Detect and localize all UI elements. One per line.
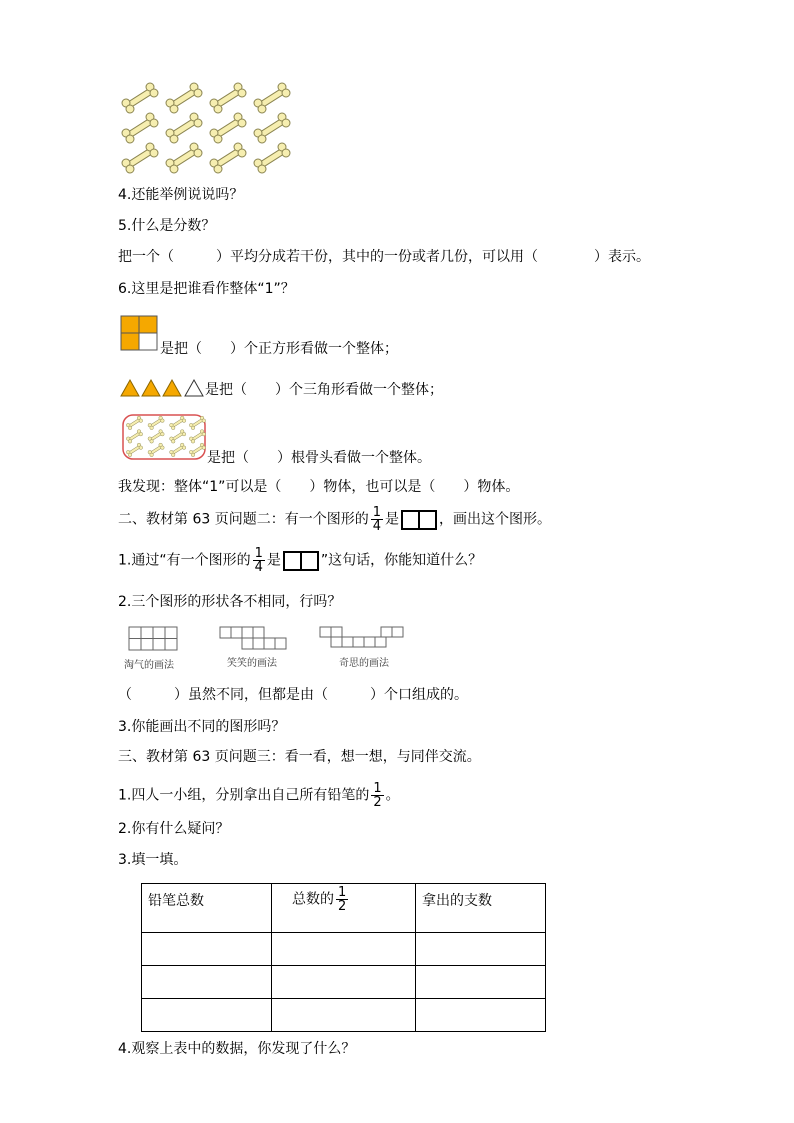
table-cell[interactable] — [142, 933, 272, 966]
pencil-table — [141, 883, 546, 1032]
bones-statement: 是把（ ）根骨头看做一个整体。 — [207, 450, 431, 466]
section-2-question-1: 1.通过“有一个图形的 $\frac{1}{4}$ 是 ”这句话，你能知道什么？ — [118, 546, 483, 575]
question-4: 4.还能举例说说吗？ — [118, 187, 244, 203]
section-2-question-2: 2.三个图形的形状各不相同，行吗？ — [118, 594, 342, 610]
framed-bones-figure — [121, 413, 207, 461]
bones-illustration — [118, 82, 298, 176]
fraction-one-quarter: $\frac{1}{4}$ — [254, 546, 263, 575]
bone-icon — [126, 416, 205, 430]
taoqi-caption: 淘气的画法 — [124, 660, 174, 671]
discovery-statement: 我发现：整体“1”可以是（ ）物体，也可以是（ ）物体。 — [118, 479, 520, 495]
question-5: 5.什么是分数？ — [118, 218, 216, 234]
section-2-question-3: 3.你能画出不同的图形吗？ — [118, 719, 286, 735]
bone-icon — [122, 83, 290, 113]
taoqi-drawing — [128, 626, 180, 652]
table-cell[interactable] — [142, 966, 272, 999]
table-row — [142, 966, 546, 999]
table-row — [142, 999, 546, 1032]
bone-icon — [122, 113, 290, 143]
squares-figure — [120, 315, 160, 353]
bone-icon — [126, 430, 205, 444]
header-half-of-total: 总数的 $\frac{1}{2}$ — [272, 884, 416, 933]
section-3-question-3: 3.填一填。 — [118, 852, 188, 868]
xiaoxiao-caption: 笑笑的画法 — [227, 658, 277, 669]
fraction-definition: 把一个（ ）平均分成若干份，其中的一份或者几份，可以用（ ）表示。 — [118, 249, 650, 265]
table-cell[interactable] — [272, 933, 416, 966]
qisi-caption: 奇思的画法 — [339, 658, 389, 669]
xiaoxiao-drawing — [219, 626, 291, 652]
section-3-question-4: 4.观察上表中的数据，你发现了什么？ — [118, 1041, 356, 1057]
shapes-conclusion: （ ）虽然不同，但都是由（ ）个口组成的。 — [118, 687, 468, 703]
triangles-statement: 是把（ ）个三角形看做一个整体； — [205, 382, 443, 398]
fraction-one-half: $\frac{1}{2}$ — [338, 885, 347, 914]
table-row — [142, 933, 546, 966]
section-3-question-2: 2.你有什么疑问？ — [118, 821, 230, 837]
bone-icon — [126, 443, 205, 457]
table-header-row — [142, 884, 546, 933]
section-2-heading: 二、教材第 63 页问题二：有一个图形的 $\frac{1}{4}$ 是 ，画出这个图形。 — [118, 505, 551, 534]
header-taken-count: 拿出的支数 — [416, 884, 546, 933]
table-cell[interactable] — [416, 933, 546, 966]
table-cell[interactable] — [272, 966, 416, 999]
table-cell[interactable] — [416, 999, 546, 1032]
triangles-figure — [120, 378, 206, 398]
header-total-pencils: 铅笔总数 — [142, 884, 272, 933]
question-6: 6.这里是把谁看作整体“1”？ — [118, 281, 295, 297]
qisi-drawing — [319, 626, 407, 652]
section-3-question-1: 1.四人一小组，分别拿出自己所有铅笔的 $\frac{1}{2}$ 。 — [118, 781, 400, 810]
two-square-figure — [401, 510, 437, 530]
fraction-one-half: $\frac{1}{2}$ — [373, 781, 382, 810]
section-3-heading: 三、教材第 63 页问题三：看一看，想一想，与同伴交流。 — [118, 749, 481, 765]
table-cell[interactable] — [272, 999, 416, 1032]
table-cell[interactable] — [416, 966, 546, 999]
squares-statement: 是把（ ）个正方形看做一个整体； — [160, 341, 398, 357]
fraction-one-quarter: $\frac{1}{4}$ — [372, 505, 381, 534]
two-square-figure — [283, 551, 319, 571]
bone-icon — [122, 143, 290, 173]
table-cell[interactable] — [142, 999, 272, 1032]
